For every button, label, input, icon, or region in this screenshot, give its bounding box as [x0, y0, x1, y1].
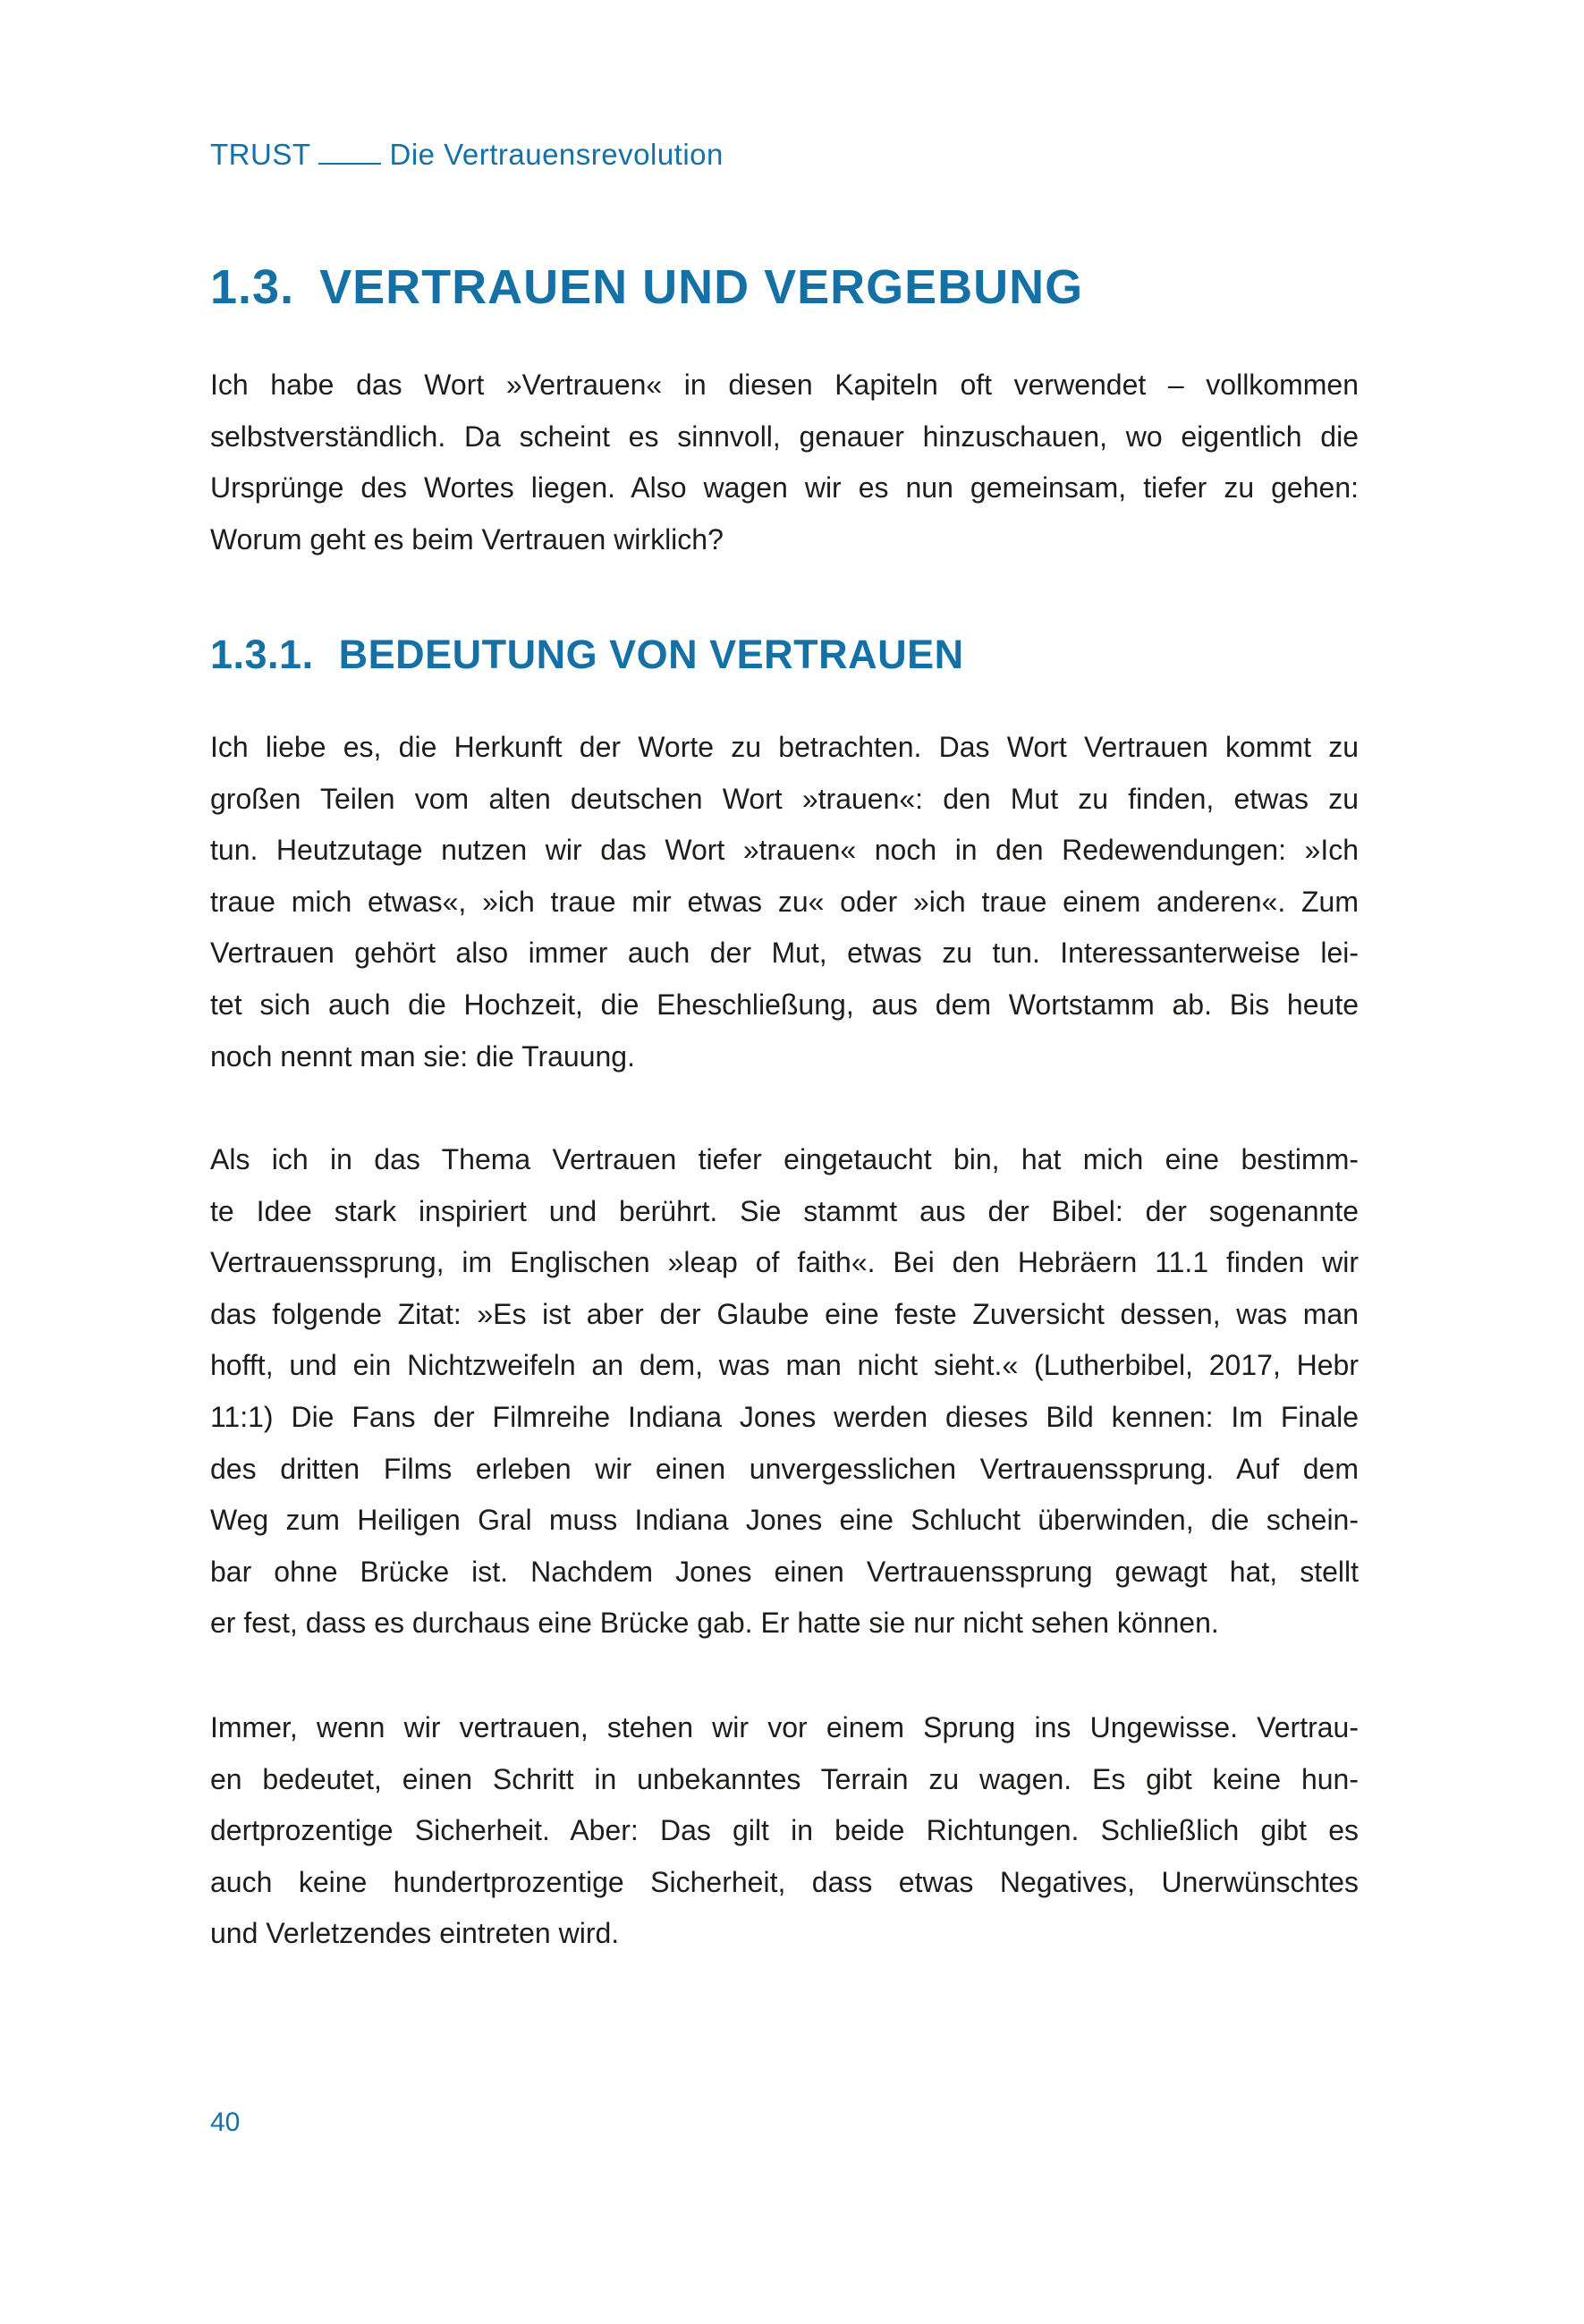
text-line: Ich liebe es, die Herkunft der Worte zu betrachten. Das Wort Vertrauen kommt zu: [210, 731, 1359, 763]
text-line: 11:1) Die Fans der Filmreihe Indiana Jones werden dieses Bild kennen: Im Finale: [210, 1400, 1359, 1433]
text-line: Vertrauen gehört also immer auch der Mut, etwas zu tun. Interessanterweise lei-: [210, 937, 1359, 970]
text-line: Ich habe das Wort »Vertrauen« in diesen Kapiteln oft verwendet – vollkommen: [210, 369, 1359, 401]
text-line: Immer, wenn wir vertrauen, stehen wir vor einem Sprung ins Ungewisse. Vertrau-: [210, 1711, 1359, 1743]
text-line: auch keine hundertprozentige Sicherheit, dass etwas Negatives, Unerwünschtes: [210, 1865, 1359, 1898]
body-paragraph-2: [210, 1134, 1359, 1650]
intro-paragraph: [210, 360, 1359, 565]
text-line: Ursprünge des Wortes liegen. Also wagen wir es nun gemeinsam, tiefer zu gehen:: [210, 471, 1359, 505]
text-line: Weg zum Heiligen Gral muss Indiana Jones eine Schlucht überwinden, die schein-: [210, 1504, 1359, 1537]
text-line: noch nennt man sie: die Trauung.: [210, 1039, 635, 1073]
subsection-heading: [210, 632, 964, 678]
text-line: des dritten Films erleben wir einen unvergesslichen Vertrauenssprung. Auf dem: [210, 1452, 1359, 1485]
text-line: en bedeutet, einen Schritt in unbekanntes Terrain zu wagen. Es gibt keine hun-: [210, 1762, 1359, 1795]
text-line: bar ohne Brücke ist. Nachdem Jones einen Vertrauenssprung gewagt hat, stellt: [210, 1555, 1359, 1588]
page-number: 40: [210, 2108, 241, 2137]
body-paragraph-3: [210, 1702, 1359, 1960]
text-line: selbstverständlich. Da scheint es sinnvoll, genauer hinzuschauen, wo eigentlich die: [210, 420, 1359, 453]
section-heading: [210, 259, 1083, 315]
book-subtitle: Die Vertrauensrevolution: [389, 138, 724, 171]
text-line: traue mich etwas«, »ich traue mir etwas zu« oder »ich traue einem anderen«. Zum: [210, 885, 1359, 918]
text-line: Worum geht es beim Vertrauen wirklich?: [210, 522, 724, 556]
text-line: dertprozentige Sicherheit. Aber: Das gilt in beide Richtungen. Schließlich gibt es: [210, 1814, 1359, 1847]
text-line: er fest, dass es durchaus eine Brücke gab. Er hatte sie nur nicht sehen können.: [210, 1607, 1219, 1640]
text-line: tet sich auch die Hochzeit, die Eheschließung, aus dem Wortstamm ab. Bis heute: [210, 988, 1359, 1021]
subsection-title: BEDEUTUNG VON VERTRAUEN: [338, 632, 964, 677]
book-title: TRUST: [210, 138, 311, 171]
subsection-number: 1.3.1.: [210, 632, 314, 677]
text-line: Vertrauenssprung, im Englischen »leap of faith«. Bei den Hebräern 11.1 finden wir: [210, 1246, 1359, 1279]
text-line: hofft, und ein Nichtzweifeln an dem, was man nicht sieht.« (Lutherbibel, 2017, Hebr: [210, 1349, 1359, 1382]
running-header: [210, 138, 724, 172]
section-number: 1.3.: [210, 260, 295, 314]
text-line: te Idee stark inspiriert und berührt. Sie stammt aus der Bibel: der sogenannte: [210, 1194, 1359, 1227]
text-line: großen Teilen vom alten deutschen Wort »trauen«: den Mut zu finden, etwas zu: [210, 782, 1359, 815]
section-title: VERTRAUEN UND VERGEBUNG: [319, 260, 1084, 314]
header-rule: [318, 163, 381, 165]
text-line: Als ich in das Thema Vertrauen tiefer eingetaucht bin, hat mich eine bestimm-: [210, 1143, 1359, 1175]
text-line: das folgende Zitat: »Es ist aber der Glaube eine feste Zuversicht dessen, was man: [210, 1297, 1359, 1330]
text-line: tun. Heutzutage nutzen wir das Wort »trauen« noch in den Redewendungen: »Ich: [210, 834, 1359, 867]
body-paragraph-1: [210, 722, 1359, 1082]
text-line: und Verletzendes eintreten wird.: [210, 1917, 620, 1950]
